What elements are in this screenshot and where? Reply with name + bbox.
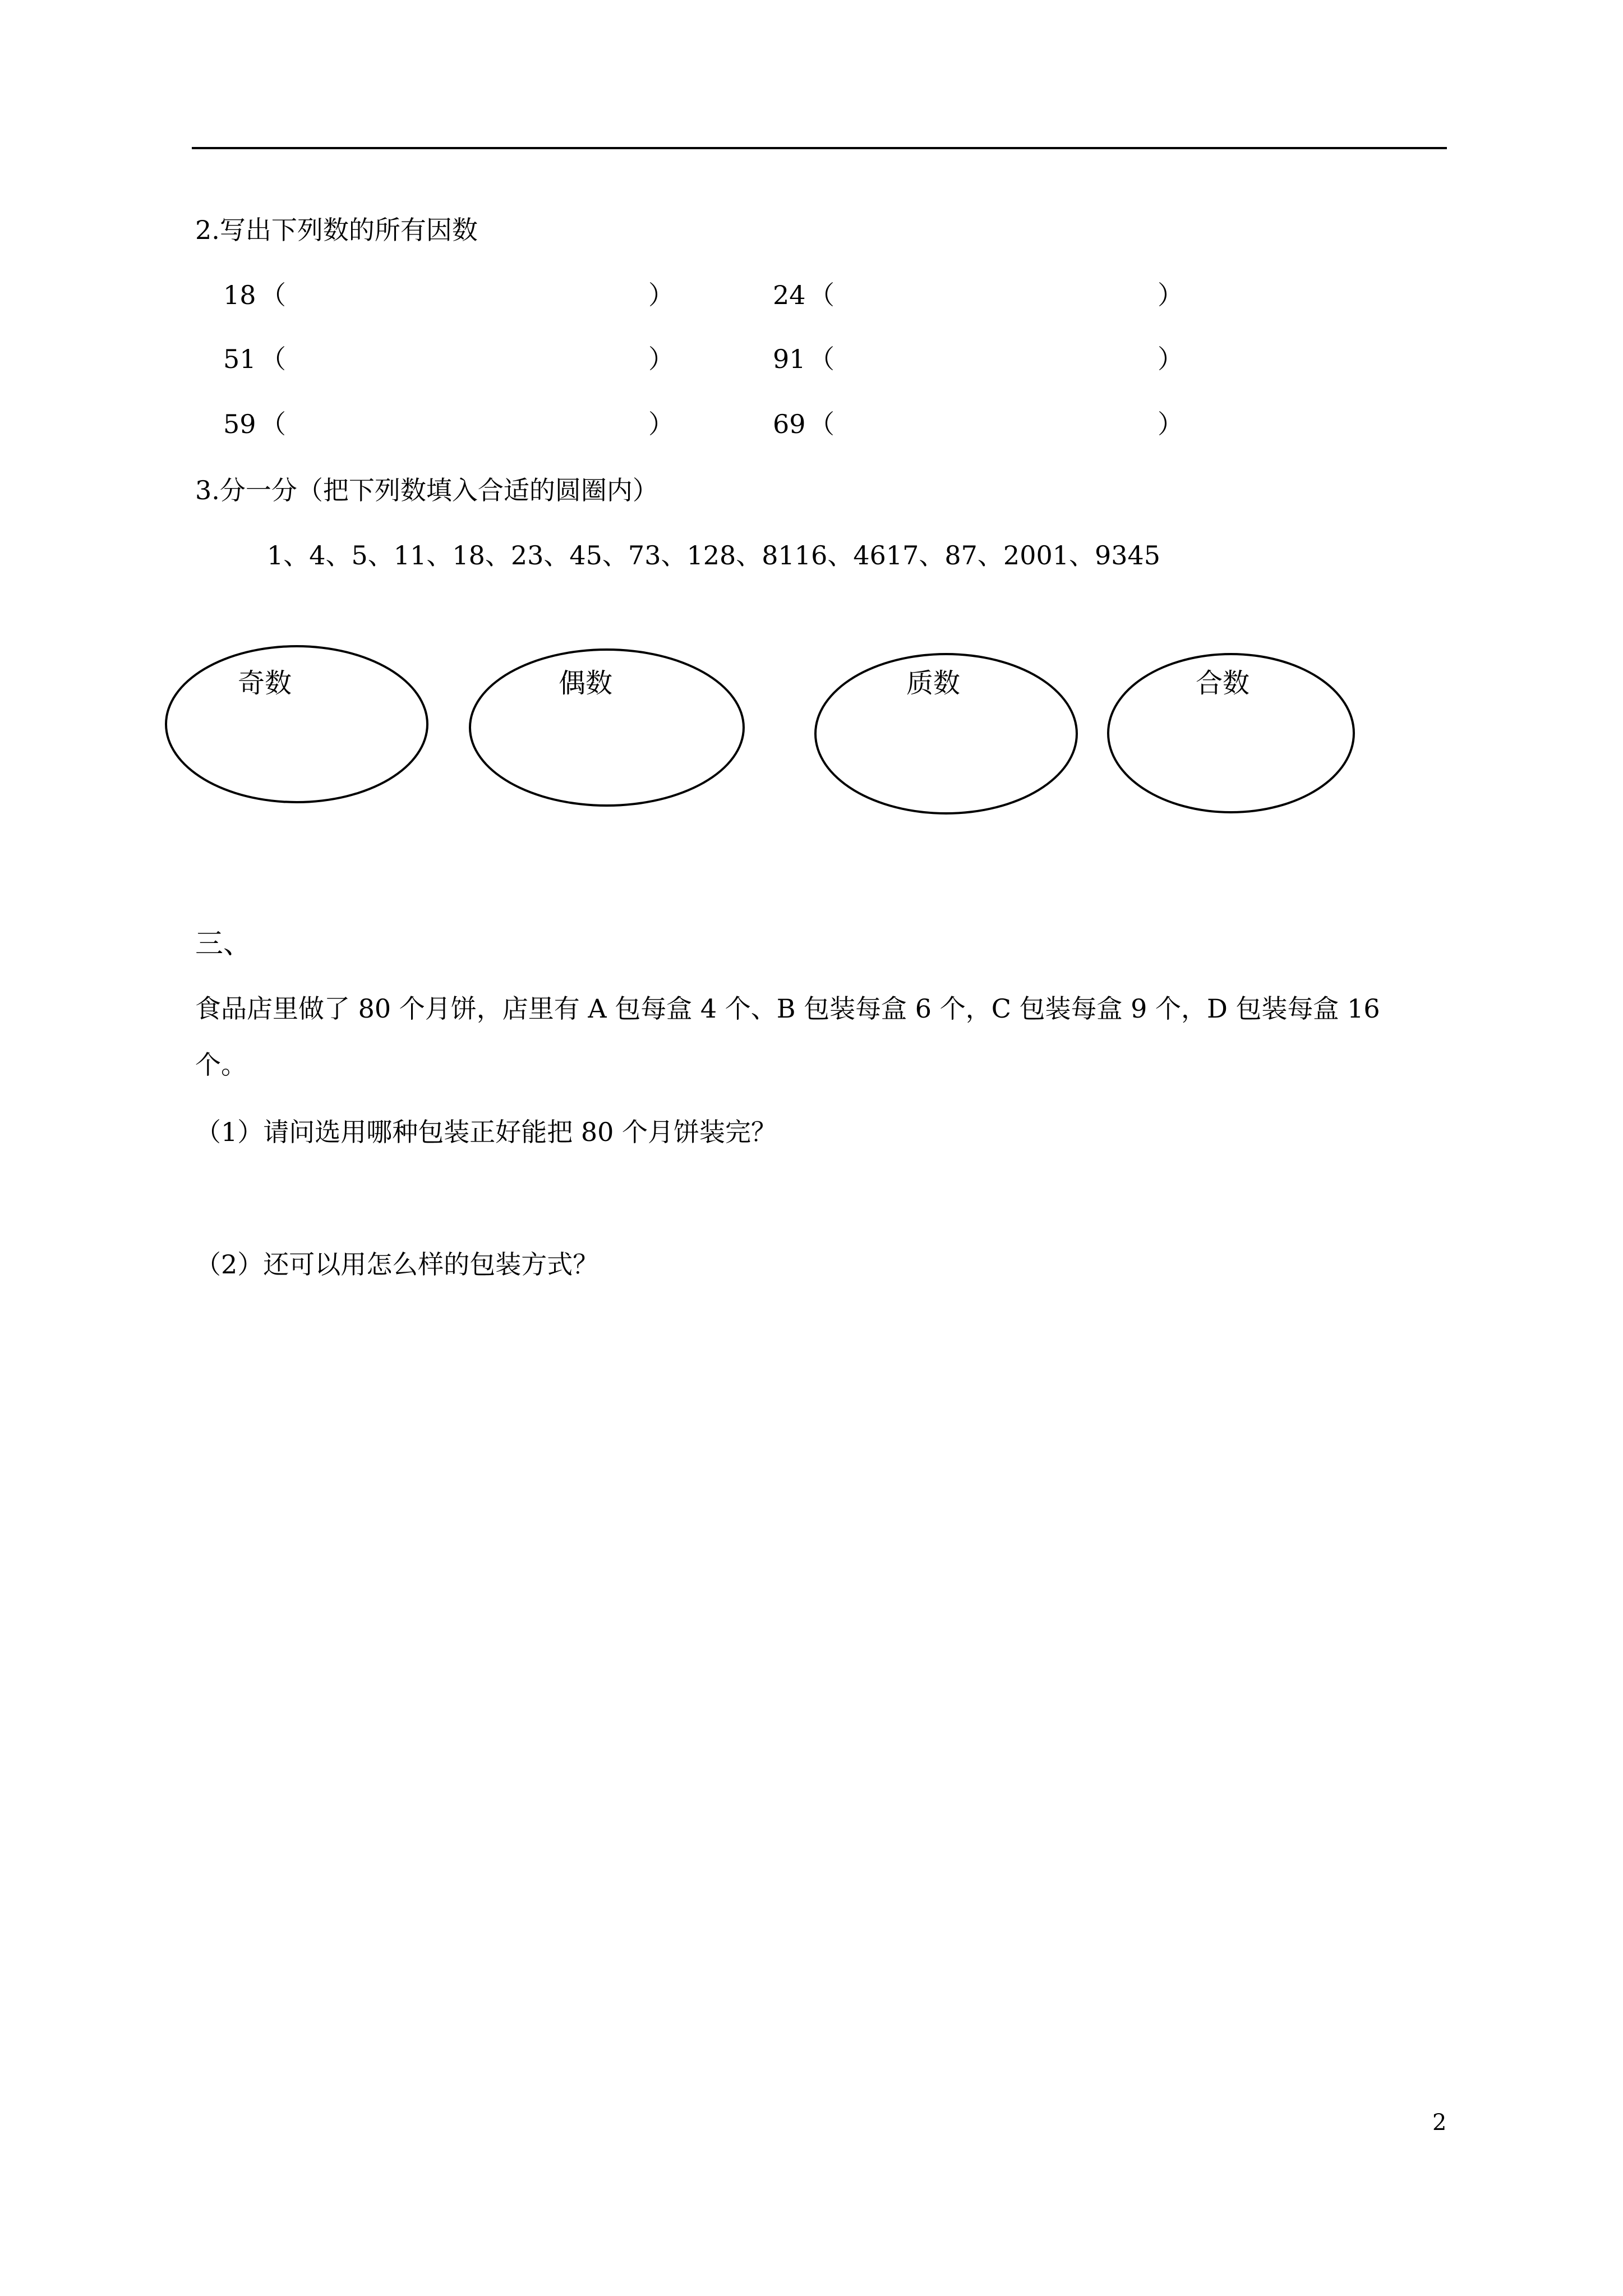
factor-number: 18 xyxy=(223,280,256,310)
answer-blank-close[interactable]: ） xyxy=(648,409,674,439)
prime-number-label: 质数 xyxy=(906,668,961,699)
section-3-title: 3.分一分（把下列数填入合适的圆圈内） xyxy=(195,475,658,505)
answer-blank-close[interactable]: ） xyxy=(648,280,674,310)
composite-number-label: 合数 xyxy=(1196,668,1250,699)
question-2: （2）还可以用怎么样的包装方式？ xyxy=(195,1249,599,1280)
odd-number-circle[interactable] xyxy=(165,645,428,803)
factor-number: 59 xyxy=(223,409,256,439)
open-paren: （ xyxy=(809,344,834,374)
factor-number: 51 xyxy=(223,344,256,374)
open-paren: （ xyxy=(260,280,286,310)
word-problem-line-1: 食品店里做了 80 个月饼，店里有 A 包每盒 4 个、B 包装每盒 6 个，C 包装每盒 9 个，D 包装每盒 16 xyxy=(195,993,1380,1024)
word-problem-line-2: 个。 xyxy=(195,1050,247,1080)
question-1: （1）请问选用哪种包装正好能把 80 个月饼装完？ xyxy=(195,1117,777,1147)
header-rule xyxy=(192,147,1447,149)
factor-number: 24 xyxy=(773,280,806,310)
section-2-title: 2.写出下列数的所有因数 xyxy=(195,215,478,245)
odd-number-label: 奇数 xyxy=(238,668,292,699)
factor-number: 69 xyxy=(773,409,806,439)
answer-blank-close[interactable]: ） xyxy=(1158,409,1183,439)
factor-number: 91 xyxy=(773,344,806,374)
open-paren: （ xyxy=(260,409,286,439)
open-paren: （ xyxy=(809,409,834,439)
part-3-heading: 三、 xyxy=(195,927,251,960)
answer-blank-close[interactable]: ） xyxy=(1158,280,1183,310)
page-number: 2 xyxy=(1432,2110,1447,2136)
answer-blank-close[interactable]: ） xyxy=(1158,344,1183,374)
number-list: 1、4、5、11、18、23、45、73、128、8116、4617、87、2001、9345 xyxy=(267,540,1161,570)
open-paren: （ xyxy=(260,344,286,374)
open-paren: （ xyxy=(809,280,834,310)
answer-blank-close[interactable]: ） xyxy=(648,344,674,374)
even-number-label: 偶数 xyxy=(559,668,613,699)
